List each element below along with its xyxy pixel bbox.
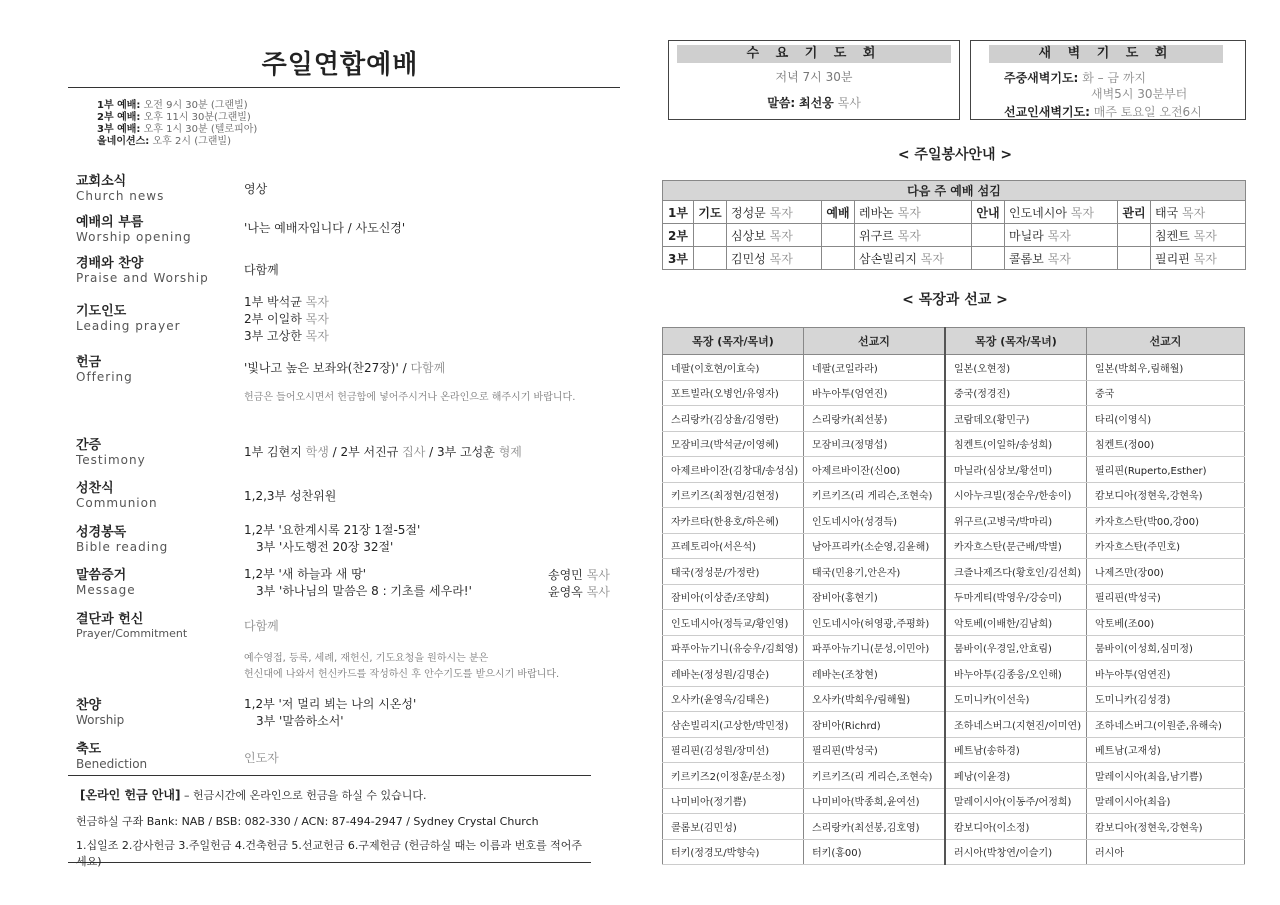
- mission-group-cell: 터키(정경모/박향숙): [663, 839, 804, 865]
- table-row: [663, 610, 1245, 636]
- mission-field-cell: 카자흐스탄(주민호): [1087, 533, 1245, 559]
- mission-field-cell: 오사카(박희우/림해월): [804, 686, 946, 712]
- table-row: [663, 737, 1245, 763]
- mission-group-cell: 나미비아(정기쁨): [663, 788, 804, 814]
- mission-field-cell: 말레이시아(최읍,남기쁨): [1087, 763, 1245, 789]
- wednesday-prayer-speaker: 말씀: 최선웅 목사: [767, 96, 861, 110]
- prayer-leaders: [244, 294, 329, 345]
- weekday-dawn-prayer: 주중새벽기도: 화 – 금 까지: [1004, 71, 1146, 85]
- mission-section-title: < 목장과 선교 >: [902, 292, 1008, 308]
- mission-group-cell: 파푸아뉴기니(유승우/김희영): [663, 635, 804, 661]
- table-row: [663, 533, 1245, 559]
- mission-group-cell: 페낭(이윤경): [945, 763, 1087, 789]
- mission-field-cell: 필리핀(박성국): [804, 737, 946, 763]
- prayer-leader-3: 3부 고상한 목자: [244, 329, 329, 343]
- mission-group-cell: 러시아(박창연/이슬기): [945, 839, 1087, 865]
- service-row: 3부 김민성 목자 삼손빌리지 목자 콜롬보 목자 필리핀 목자: [663, 247, 1246, 270]
- service-table-header: 다음 주 예배 섬김: [663, 181, 1246, 201]
- mission-group-cell: 자카르타(한용호/하은혜): [663, 508, 804, 534]
- wednesday-prayer-time: 저녁 7시 30분: [775, 70, 853, 84]
- mission-field-cell: 일본(박희우,림해월): [1087, 355, 1245, 381]
- bible-reading-content: 1,2부 '요한계시록 21장 1절-5절' 3부 '사도행전 20장 32절': [244, 523, 421, 554]
- mission-group-cell: 카자흐스탄(문근배/박별): [945, 533, 1087, 559]
- mission-group-cell: 악토베(이배한/김남희): [945, 610, 1087, 636]
- mission-field-cell: 도미니카(김성경): [1087, 686, 1245, 712]
- item-praise: 경배와 찬양 Praise and Worship: [76, 256, 209, 285]
- item-church-news: 교회소식 Church news: [76, 174, 165, 203]
- mission-field-cell: 바누아투(엄연진): [804, 380, 946, 406]
- saturday-dawn-prayer: 선교인새벽기도: 매주 토요일 오전6시: [1004, 105, 1202, 119]
- message-content: 1,2부 '새 하늘과 새 땅' 3부 '하나님의 말씀은 8 : 기초를 세우라!': [244, 567, 472, 598]
- testimony-content: 1부 김현지 학생 / 2부 서진규 집사 / 3부 고성훈 형제: [244, 445, 522, 459]
- mission-group-cell: 프레토리아(서은석): [663, 533, 804, 559]
- wednesday-prayer-box: [668, 40, 960, 120]
- service-table: [662, 180, 1246, 270]
- table-row: [663, 635, 1245, 661]
- mission-field-cell: 바누아투(엄연진): [1087, 661, 1245, 687]
- table-row: [663, 559, 1245, 585]
- mission-field-cell: 필리핀(박성국): [1087, 584, 1245, 610]
- mission-field-cell: 캄보디아(정현욱,강현욱): [1087, 814, 1245, 840]
- dawn-prayer-box: [970, 40, 1246, 120]
- mission-group-cell: 바누아투(김종응/오인해): [945, 661, 1087, 687]
- mission-group-cell: 크즐나제즈다(황호인/김선희): [945, 559, 1087, 585]
- prayer-leader-1: 1부 박석균 목자: [244, 295, 329, 309]
- item-bible-reading: 성경봉독 Bible reading: [76, 525, 169, 554]
- service-time-1: 1부 예배: 오전 9시 30분 (그랜빌): [97, 100, 248, 111]
- mission-group-cell: 두마게티(박영우/강승미): [945, 584, 1087, 610]
- table-row: [663, 355, 1245, 381]
- table-row: [663, 712, 1245, 738]
- mission-group-cell: 위구르(고병국/박마리): [945, 508, 1087, 534]
- table-row: [663, 686, 1245, 712]
- mission-group-cell: 중국(정경진): [945, 380, 1087, 406]
- mission-group-cell: 캄보디아(이소정): [945, 814, 1087, 840]
- mission-table: [662, 327, 1245, 865]
- mission-group-cell: 조하네스버그(지현진/이미연): [945, 712, 1087, 738]
- mission-field-cell: 스리랑카(최선봉,김호영): [804, 814, 946, 840]
- mission-group-cell: 침켄트(이일하/송성희): [945, 431, 1087, 457]
- mission-group-cell: 포트빌라(오병언/유영자): [663, 380, 804, 406]
- mission-group-cell: 삼손빌리지(고상한/박민정): [663, 712, 804, 738]
- bank-account: 헌금하실 구좌 Bank: NAB / BSB: 082-330 / ACN: 87-494-2947 / Sydney Crystal Church: [76, 815, 539, 828]
- worship-opening-content: '나는 예배자입니다 / 사도신경': [244, 221, 406, 235]
- mission-group-cell: 말레이시아(이동주/어정희): [945, 788, 1087, 814]
- mission-group-cell: 도미니카(이선욱): [945, 686, 1087, 712]
- mission-field-cell: 캄보디아(정현욱,강현욱): [1087, 482, 1245, 508]
- mission-field-cell: 뭄바이(이성희,심미정): [1087, 635, 1245, 661]
- mission-field-cell: 나제즈만(장00): [1087, 559, 1245, 585]
- item-message: 말씀증거 Message: [76, 568, 136, 597]
- benediction-content: 인도자: [244, 751, 279, 765]
- communion-content: 1,2,3부 성찬위원: [244, 489, 337, 503]
- message-speaker-1: 송영민 목사: [548, 568, 610, 582]
- mission-group-cell: 네팔(이호현/이효숙): [663, 355, 804, 381]
- mission-field-cell: 중국: [1087, 380, 1245, 406]
- service-time-4: 올네이션스: 오후 2시 (그랜빌): [97, 136, 231, 147]
- table-row: [663, 763, 1245, 789]
- mission-field-cell: 태국(민용기,안은자): [804, 559, 946, 585]
- item-worship-song: 찬양 Worship: [76, 698, 125, 727]
- service-times: [97, 100, 257, 148]
- offering-types: 1.십일조 2.감사헌금 3.주일헌금 4.건축헌금 5.선교헌금 6.구제헌금 (헌금하실 때는 이름과 번호를 적어주세요): [76, 839, 583, 868]
- mission-field-cell: 레바논(조창현): [804, 661, 946, 687]
- mission-group-cell: 아제르바이잔(김창대/송성심): [663, 457, 804, 483]
- table-row: [663, 457, 1245, 483]
- mission-field-cell: 인도네시아(허영광,주평화): [804, 610, 946, 636]
- mission-field-cell: 아제르바이잔(신00): [804, 457, 946, 483]
- table-row: [663, 839, 1245, 865]
- mission-field-cell: 침켄트(정00): [1087, 431, 1245, 457]
- table-row: [663, 508, 1245, 534]
- mission-group-cell: 시아누크빌(정순우/한송이): [945, 482, 1087, 508]
- message-speaker-2: 윤영옥 목사: [548, 585, 610, 599]
- church-news-content: 영상: [244, 182, 268, 196]
- table-row: [663, 661, 1245, 687]
- mission-header-group-2: 목장 (목자/목녀): [945, 328, 1087, 355]
- mission-header-group: 목장 (목자/목녀): [663, 328, 804, 355]
- mission-field-cell: 베트남(고재성): [1087, 737, 1245, 763]
- mission-group-cell: 모잠비크(박석균/이영혜): [663, 431, 804, 457]
- table-row: [663, 584, 1245, 610]
- online-offering-heading: [온라인 헌금 안내] – 헌금시간에 온라인으로 헌금을 하실 수 있습니다.: [80, 788, 427, 802]
- item-benediction: 축도 Benediction: [76, 742, 148, 771]
- mission-group-cell: 키르키즈2(이정훈/문소정): [663, 763, 804, 789]
- commitment-content: 다함께: [244, 619, 279, 633]
- mission-field-cell: 카자흐스탄(박00,강00): [1087, 508, 1245, 534]
- table-row: [663, 406, 1245, 432]
- mission-field-cell: 악토베(조00): [1087, 610, 1245, 636]
- mission-field-cell: 말레이시아(최읍): [1087, 788, 1245, 814]
- mission-group-cell: 뭄바이(우경일,안효림): [945, 635, 1087, 661]
- service-row: 1부 기도 정성문 목자 예배 레바논 목자 안내 인도네시아 목자 관리 태국 목자: [663, 201, 1246, 224]
- mission-group-cell: 필리핀(김성원/장미선): [663, 737, 804, 763]
- commitment-note: 예수영접, 등록, 세례, 재헌신, 기도요청을 원하시는 분은 헌신대에 나와서 헌신카드를 작성하신 후 안수기도를 받으시기 바랍니다.: [244, 653, 560, 680]
- mission-group-cell: 태국(정성문/가정란): [663, 559, 804, 585]
- mission-header-field: 선교지: [804, 328, 946, 355]
- mission-group-cell: 마닐라(심상보/황선미): [945, 457, 1087, 483]
- mission-field-cell: 잠비아(홍현기): [804, 584, 946, 610]
- service-row: 2부 심상보 목자 위구르 목자 마닐라 목자 침켄트 목자: [663, 224, 1246, 247]
- mission-field-cell: 인도네시아(성경득): [804, 508, 946, 534]
- table-row: [663, 380, 1245, 406]
- item-testimony: 간증 Testimony: [76, 438, 146, 467]
- mission-group-cell: 베트남(송하경): [945, 737, 1087, 763]
- table-row: [663, 482, 1245, 508]
- mission-field-cell: 나미비아(박종희,윤여선): [804, 788, 946, 814]
- wednesday-prayer-title: 수 요 기 도 회: [677, 45, 951, 63]
- mission-field-cell: 모잠비크(정명섭): [804, 431, 946, 457]
- mission-field-cell: 터키(홍00): [804, 839, 946, 865]
- service-time-2: 2부 예배: 오후 11시 30분(그랜빌): [97, 112, 251, 123]
- mission-field-cell: 필리핀(Ruperto,Esther): [1087, 457, 1245, 483]
- mission-field-cell: 잠비아(Richrd): [804, 712, 946, 738]
- item-commitment: 결단과 헌신 Prayer/Commitment: [76, 612, 188, 640]
- mission-group-cell: 인도네시아(정득교/황인영): [663, 610, 804, 636]
- title-divider: [68, 87, 620, 88]
- table-row: [663, 814, 1245, 840]
- offering-content: '빛나고 높은 보좌와(찬27장)' / 다함께: [244, 361, 446, 375]
- mission-header-field-2: 선교지: [1087, 328, 1245, 355]
- table-row: [663, 431, 1245, 457]
- table-row: [663, 788, 1245, 814]
- item-communion: 성찬식 Communion: [76, 481, 158, 510]
- item-worship-opening: 예배의 부름 Worship opening: [76, 215, 192, 244]
- mission-field-cell: 키르키즈(리 게리슨,조현숙): [804, 482, 946, 508]
- weekday-dawn-time: 새벽5시 30분부터: [1091, 87, 1188, 101]
- item-leading-prayer: 기도인도 Leading prayer: [76, 304, 181, 333]
- worship-song-content: 1,2부 '저 멀리 뵈는 나의 시온성' 3부 '말씀하소서': [244, 697, 417, 728]
- mission-field-cell: 파푸아뉴기니(문성,이민아): [804, 635, 946, 661]
- service-section-title: < 주일봉사안내 >: [897, 147, 1013, 163]
- mission-group-cell: 일본(오현정): [945, 355, 1087, 381]
- mission-field-cell: 스리랑카(최선봉): [804, 406, 946, 432]
- mission-group-cell: 키르키즈(최정현/김현정): [663, 482, 804, 508]
- mission-field-cell: 타리(이영식): [1087, 406, 1245, 432]
- mission-field-cell: 러시아: [1087, 839, 1245, 865]
- page-title: 주일연합예배: [261, 50, 419, 80]
- offering-note: 헌금은 들어오시면서 헌금함에 넣어주시거나 온라인으로 해주시기 바랍니다.: [244, 392, 576, 403]
- mission-group-cell: 콜롬보(김민성): [663, 814, 804, 840]
- dawn-prayer-title: 새 벽 기 도 회: [989, 45, 1223, 63]
- mission-group-cell: 잠비아(이상준/조양희): [663, 584, 804, 610]
- mission-field-cell: 남아프리카(소순영,김윤해): [804, 533, 946, 559]
- mission-group-cell: 레바논(정성원/김명순): [663, 661, 804, 687]
- mission-group-cell: 스리랑카(김상율/김영란): [663, 406, 804, 432]
- mission-field-cell: 조하네스버그(이원준,유해숙): [1087, 712, 1245, 738]
- prayer-leader-2: 2부 이일하 목자: [244, 312, 329, 326]
- mission-field-cell: 키르키즈(리 게리슨,조현숙): [804, 763, 946, 789]
- praise-content: 다함께: [244, 263, 279, 277]
- online-offering-info: [68, 775, 591, 868]
- mission-field-cell: 네팔(코일라라): [804, 355, 946, 381]
- item-offering: 헌금 Offering: [76, 355, 133, 384]
- mission-group-cell: 오사카(윤영옥/김태은): [663, 686, 804, 712]
- mission-group-cell: 코람데오(황민구): [945, 406, 1087, 432]
- service-time-3: 3부 예배: 오후 1시 30분 (텔로피아): [97, 124, 258, 135]
